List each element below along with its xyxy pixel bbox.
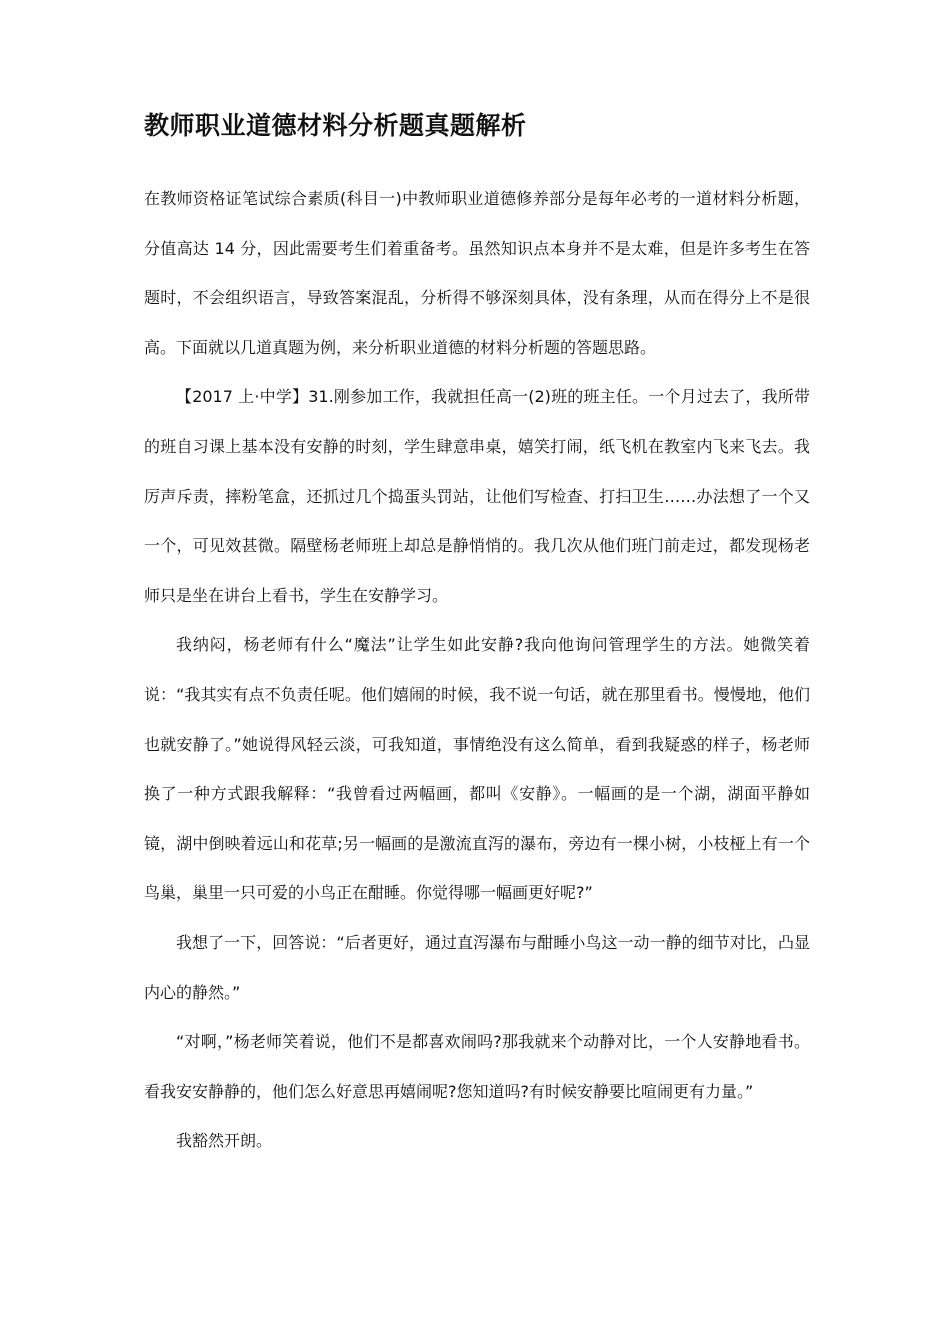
document-page xyxy=(144,106,810,1166)
closing-paragraph: 我豁然开朗。 xyxy=(176,1131,273,1151)
teacher-reply-paragraph: “对啊，”杨老师笑着说，他们不是都喜欢闹吗?那我就来个动静对比，一个人安静地看书。看我安安静静的，他们怎么好意思再嬉闹呢?您知道吗?有时候安静要比喧闹更有力量。” xyxy=(144,1032,810,1101)
intro-paragraph: 在教师资格证笔试综合素质(科目一)中教师职业道德修养部分是每年必考的一道材料分析题，分值高达 14 分，因此需要考生们着重备考。虽然知识点本身并不是太难，但是许多考生在答题时，不会组织语言，导致答案混乱，分析得不够深刻具体，没有条理，从而在得分上不是很高。下面就以几道真题为例，来分析职业道德的材料分析题的答题思路。 xyxy=(144,189,810,357)
dialogue-paragraph: 我纳闷，杨老师有什么“魔法”让学生如此安静?我向他询问管理学生的方法。她微笑着说：“我其实有点不负责任呢。他们嬉闹的时候，我不说一句话，就在那里看书。慢慢地，他们也就安静了。”她说得风轻云淡，可我知道，事情绝没有这么简单，看到我疑惑的样子，杨老师换了一种方式跟我解释：“我曾看过两幅画，都叫《安静》。一幅画的是一个湖，湖面平静如镜，湖中倒映着远山和花草;另一幅画的是激流直泻的瀑布，旁边有一棵小树，小枝桠上有一个鸟巢，巢里一只可爱的小鸟正在酣睡。你觉得哪一幅画更好呢?” xyxy=(144,635,810,903)
page-title: 教师职业道德材料分析题真题解析 xyxy=(144,111,527,140)
question-paragraph: 【2017 上·中学】31.刚参加工作，我就担任高一(2)班的班主任。一个月过去了，我所带的班自习课上基本没有安静的时刻，学生肆意串桌，嬉笑打闹，纸飞机在教室内飞来飞去。我厉声斥责，摔粉笔盒，还抓过几个捣蛋头罚站，让他们写检查、打扫卫生……办法想了一个又一个，可见效甚微。隔壁杨老师班上却总是静悄悄的。我几次从他们班门前走过，都发现杨老师只是坐在讲台上看书，学生在安静学习。 xyxy=(144,387,810,605)
answer-paragraph: 我想了一下，回答说：“后者更好，通过直泻瀑布与酣睡小鸟这一动一静的细节对比，凸显内心的静然。” xyxy=(144,932,810,1002)
